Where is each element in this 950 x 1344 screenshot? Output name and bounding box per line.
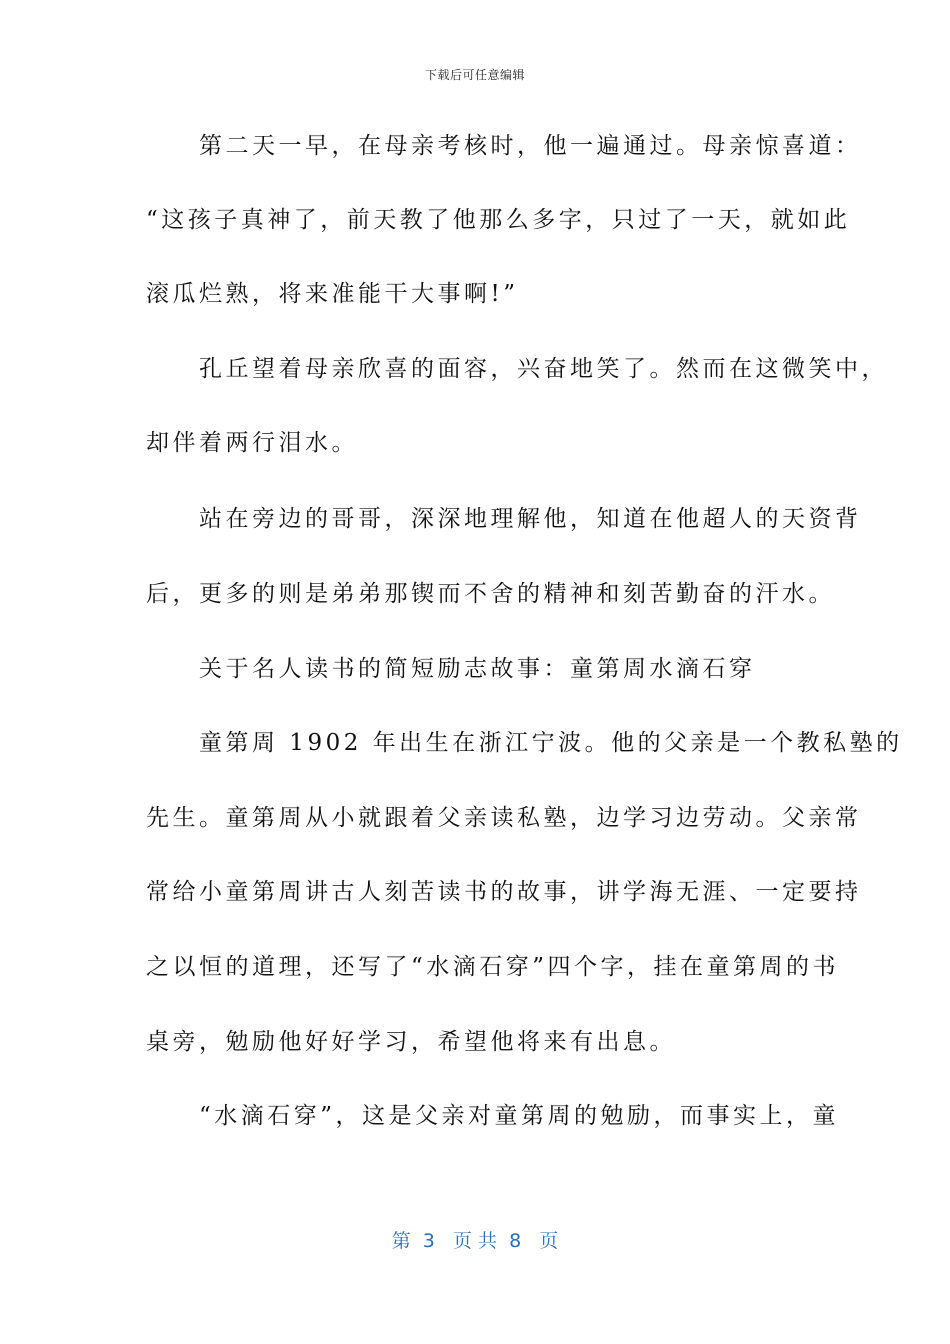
paragraph-line: 之以恒的道理，还写了“水滴石穿”四个字，挂在童第周的书 [146,954,840,980]
paragraph-line: “这孩子真神了，前天教了他那么多字，只过了一天，就如此 [146,207,851,233]
paragraph-line: 后，更多的则是弟弟那锲而不舍的精神和刻苦勤奋的汗水。 [146,581,835,607]
page-number-footer: 第 3 页 共 8 页 [391,1230,559,1252]
paragraph-line: 童第周 1902 年出生在浙江宁波。他的父亲是一个教私塾的 [146,730,903,756]
paragraph-line: 却伴着两行泪水。 [146,430,358,456]
header-note: 下载后可任意编辑 [424,68,525,82]
paragraph-line: 孔丘望着母亲欣喜的面容，兴奋地笑了。然而在这微笑中， [146,356,888,382]
paragraph-line: 常给小童第周讲古人刻苦读书的故事，讲学海无涯、一定要持 [146,879,862,905]
paragraph-line: 站在旁边的哥哥，深深地理解他，知道在他超人的天资背 [146,506,862,532]
section-heading: 关于名人读书的简短励志故事：童第周水滴石穿 [146,656,756,682]
paragraph-line: 滚瓜烂熟，将来准能干大事啊!” [146,281,519,307]
paragraph-line: 第二天一早，在母亲考核时，他一遍通过。母亲惊喜道： [146,133,862,159]
paragraph-line: 桌旁，勉励他好好学习，希望他将来有出息。 [146,1029,676,1055]
paragraph-line: “水滴石穿”，这是父亲对童第周的勉励，而事实上，童 [146,1103,840,1129]
paragraph-line: 先生。童第周从小就跟着父亲读私塾，边学习边劳动。父亲常 [146,805,862,831]
